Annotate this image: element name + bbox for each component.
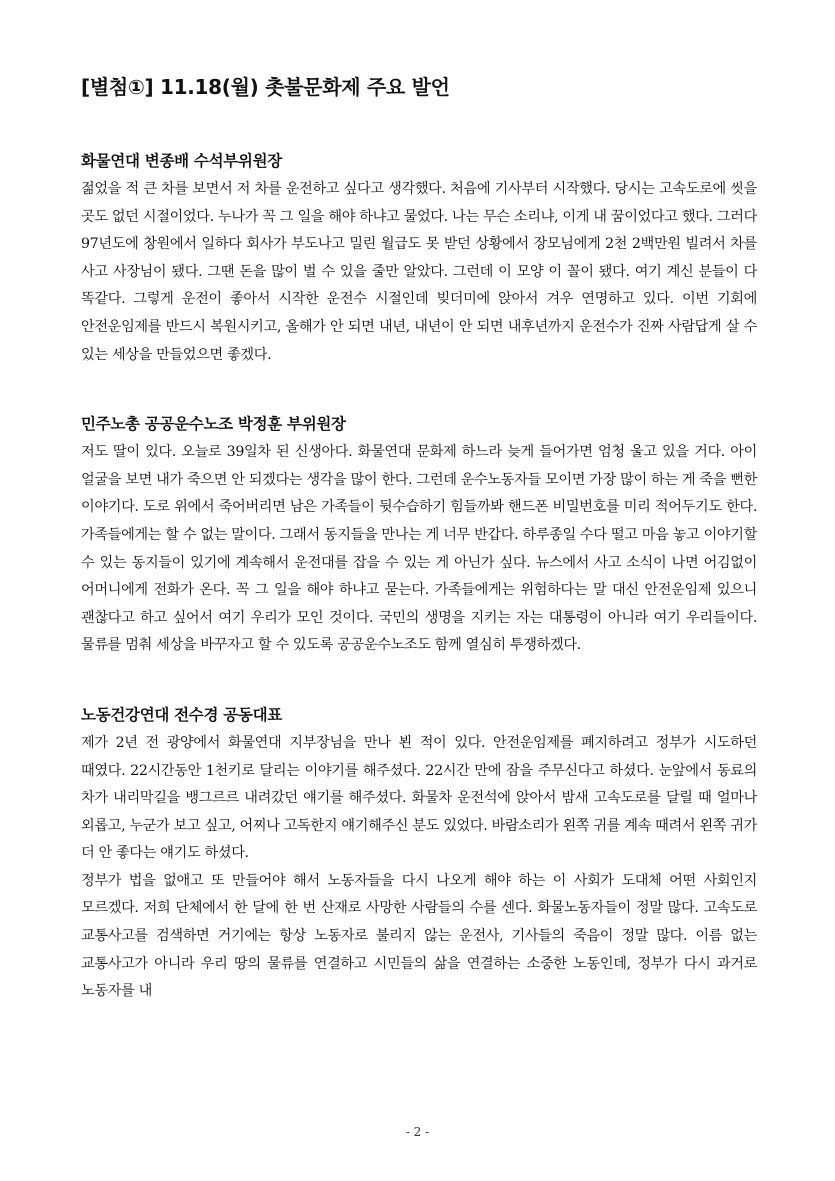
speech-section-2 xyxy=(81,409,757,660)
page-number: - 2 - xyxy=(405,1125,430,1139)
speaker-name: 화물연대 변종배 수석부위원장 xyxy=(81,152,282,170)
speech-section-1 xyxy=(81,146,757,369)
speech-paragraph: 제가 2년 전 광양에서 화물연대 지부장님을 만나 뵌 적이 있다. 안전운임제를 폐지하려고 정부가 시도하던 때였다. 22시간동안 1천키로 달리는 이야기를 해주셨다. 22시간 만에 잠을 주무신다고 하셨다. 눈앞에서 동료의 차가 내리막길을 뱅그르르 내려갔던 얘기를 해주셨다. 화물차 운전석에 앉아서 밤새 고속도로를 달릴 때 얼마나 외롭고, 누군가 보고 싶고, 어찌나 고독한지 얘기해주신 분도 있었다. 바람소리가 왼쪽 귀를 계속 때려서 왼쪽 귀가 더 안 좋다는 얘기도 하셨다. xyxy=(81,734,757,862)
speech-paragraph: 정부가 법을 없애고 또 만들어야 해서 노동자들을 다시 나오게 해야 하는 이 사회가 도대체 어떤 사회인지 모르겠다. 저희 단체에서 한 달에 한 번 산재로 사망한 사람들의 수를 센다. 화물노동자들이 정말 많다. 고속도로 교통사고를 검색하면 거기에는 항상 노동자로 불리지 않는 운전사, 기사들의 죽음이 정말 많다. 이름 없는 교통사고가 아니라 우리 땅의 물류를 연결하고 시민들의 삶을 연결하는 소중한 노동인데, 정부가 다시 과거로 노동자를 내 xyxy=(81,872,757,1000)
speech-paragraph: 저도 딸이 있다. 오늘로 39일차 된 신생아다. 화물연대 문화제 하느라 늦게 들어가면 엄청 울고 있을 거다. 아이 얼굴을 보면 내가 죽으면 안 되겠다는 생각을 많이 한다. 그런데 운수노동자들 모이면 가장 많이 하는 게 죽을 뻔한 이야기다. 도로 위에서 죽어버리면 남은 가족들이 뒷수습하기 힘들까봐 핸드폰 비밀번호를 미리 적어두기도 한다. 가족들에게는 할 수 없는 말이다. 그래서 동지들을 만나는 게 너무 반갑다. 하루종일 수다 떨고 마음 놓고 이야기할 수 있는 동지들이 있기에 계속해서 운전대를 잡을 수 있는 게 아닌가 싶다. 뉴스에서 사고 소식이 나면 어김없이 어머니에게 전화가 온다. 꼭 그 일을 해야 하냐고 묻는다. 가족들에게는 위험하다는 말 대신 안전운임제 있으니 괜찮다고 하고 싶어서 여기 우리가 모인 것이다. 국민의 생명을 지키는 자는 대통령이 아니라 여기 우리들이다. 물류를 멈춰 세상을 바꾸자고 할 수 있도록 공공운수노조도 함께 열심히 투쟁하겠다. xyxy=(81,444,757,654)
document-page xyxy=(81,70,757,1046)
speech-section-3 xyxy=(81,700,757,1006)
document-title: [별첨①] 11.18(월) 촛불문화제 주요 발언 xyxy=(81,75,450,99)
speaker-name: 노동건강연대 전수경 공동대표 xyxy=(81,705,282,724)
speech-paragraph: 젊었을 적 큰 차를 보면서 저 차를 운전하고 싶다고 생각했다. 처음에 기사부터 시작했다. 당시는 고속도로에 씻을 곳도 없던 시절이었다. 누나가 꼭 그 일을 해야 하냐고 물었다. 나는 무슨 소리냐, 이게 내 꿈이었다고 했다. 그러다 97년도에 창원에서 일하다 회사가 부도나고 밀린 월급도 못 받던 상황에서 장모님에게 2천 2백만원 빌려서 차를 사고 사장님이 됐다. 그땐 돈을 많이 벌 수 있을 줄만 알았다. 그런데 이 모양 이 꼴이 됐다. 여기 계신 분들이 다 똑같다. 그렇게 운전이 좋아서 시작한 운전수 시절인데 빚더미에 앉아서 겨우 연명하고 있다. 이번 기회에 안전운임제를 반드시 복원시키고, 올해가 안 되면 내년, 내년이 안 되면 내후년까지 운전수가 진짜 사람답게 살 수 있는 세상을 만들었으면 좋겠다. xyxy=(81,181,757,363)
speaker-name: 민주노총 공공운수노조 박정훈 부위원장 xyxy=(81,415,346,434)
